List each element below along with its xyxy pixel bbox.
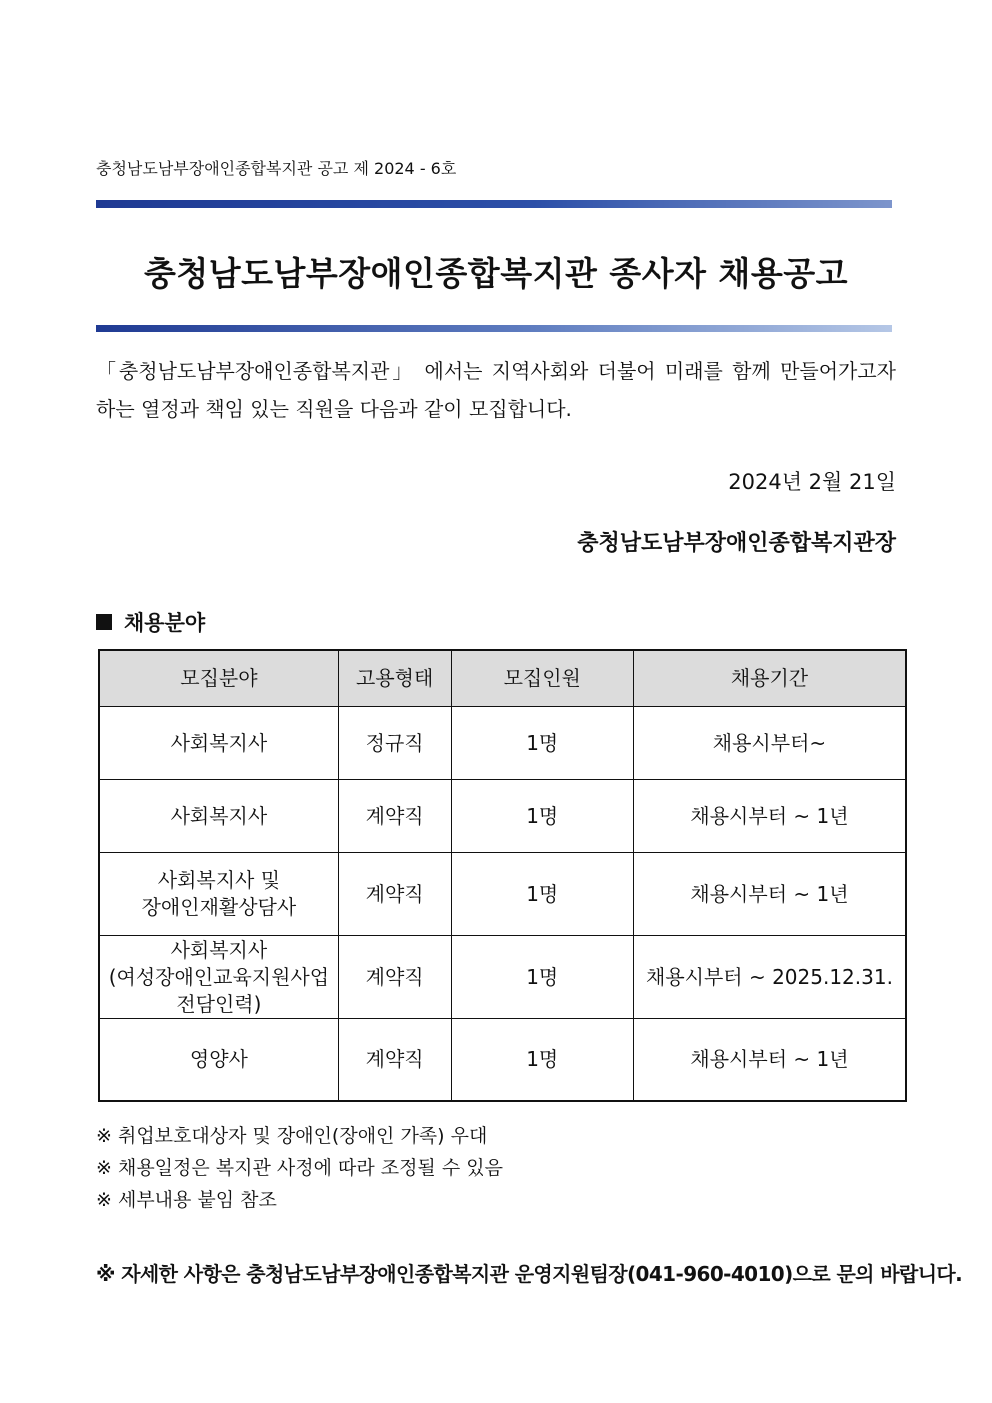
header-field: 모집분야 — [99, 650, 338, 707]
intro-line-1: 「충청남도남부장애인종합복지관」 에서는 지역사회와 더불어 미래를 함께 만들어가고자 — [96, 359, 896, 383]
cell-field — [99, 1019, 338, 1101]
cell-field — [99, 936, 338, 1019]
cell-field-line: 사회복지사 및 — [157, 868, 281, 892]
table-row — [99, 780, 906, 853]
notes-list — [96, 1120, 503, 1216]
header-period: 채용기간 — [633, 650, 906, 707]
cell-type: 계약직 — [338, 780, 451, 853]
square-bullet-icon — [96, 614, 112, 630]
intro-line-2: 하는 열정과 책임 있는 직원을 다음과 같이 모집합니다. — [96, 397, 572, 421]
document-title: 충청남도남부장애인종합복지관 종사자 채용공고 — [144, 254, 848, 293]
table-row — [99, 1019, 906, 1101]
intro-paragraph — [96, 352, 896, 428]
cell-period: 채용시부터 ~ 1년 — [633, 780, 906, 853]
notice-number: 충청남도남부장애인종합복지관 공고 제 2024 - 6호 — [96, 159, 457, 178]
cell-count: 1명 — [451, 707, 633, 780]
cell-count: 1명 — [451, 853, 633, 936]
cell-count: 1명 — [451, 1019, 633, 1101]
signer: 충청남도남부장애인종합복지관장 — [577, 531, 896, 556]
contact-notice: ※ 자세한 사항은 충청남도남부장애인종합복지관 운영지원팀장(041-960-4010)으로 문의 바랍니다. — [96, 1262, 963, 1286]
cell-field-line: 사회복지사 — [170, 803, 268, 828]
cell-field-line: (여성장애인교육지원사업 — [108, 964, 330, 989]
cell-period: 채용시부터 ~ 1년 — [633, 853, 906, 936]
cell-count: 1명 — [451, 936, 633, 1019]
cell-field-line: 사회복지사 — [170, 730, 268, 755]
cell-period: 채용시부터~ — [633, 707, 906, 780]
cell-type: 계약직 — [338, 1019, 451, 1101]
cell-field-line: 전담인력) — [176, 991, 262, 1016]
cell-type: 정규직 — [338, 707, 451, 780]
cell-field — [99, 780, 338, 853]
cell-period: 채용시부터 ~ 1년 — [633, 1019, 906, 1101]
cell-count: 1명 — [451, 780, 633, 853]
note-item: ※ 취업보호대상자 및 장애인(장애인 가족) 우대 — [96, 1125, 488, 1147]
top-divider — [96, 200, 892, 208]
cell-type: 계약직 — [338, 853, 451, 936]
table-row — [99, 853, 906, 936]
cell-field-line: 장애인재활상담사 — [141, 895, 297, 919]
section-heading — [96, 607, 205, 637]
cell-field — [99, 853, 338, 936]
table-header-row — [99, 650, 906, 707]
note-item: ※ 세부내용 붙임 참조 — [96, 1189, 277, 1211]
notice-date: 2024년 2월 21일 — [728, 470, 896, 494]
bottom-divider — [96, 325, 892, 332]
cell-field — [99, 707, 338, 780]
recruitment-table — [98, 649, 907, 1102]
cell-field-line: 사회복지사 — [170, 937, 268, 962]
section-heading-label: 채용분야 — [124, 611, 206, 635]
note-item: ※ 채용일정은 복지관 사정에 따라 조정될 수 있음 — [96, 1157, 503, 1179]
cell-field-line: 영양사 — [189, 1046, 248, 1071]
table-row — [99, 707, 906, 780]
header-count: 모집인원 — [451, 650, 633, 707]
table-row — [99, 936, 906, 1019]
cell-type: 계약직 — [338, 936, 451, 1019]
header-type: 고용형태 — [338, 650, 451, 707]
cell-period: 채용시부터 ~ 2025.12.31. — [633, 936, 906, 1019]
